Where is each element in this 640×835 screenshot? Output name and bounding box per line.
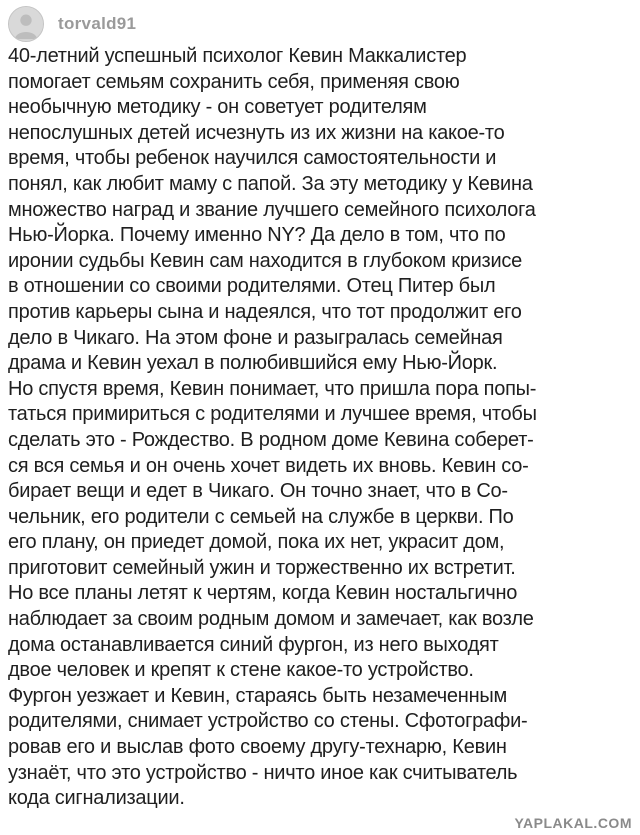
- post-text-line: таться примириться с родителями и лучшее время, чтобы: [8, 403, 537, 426]
- post-text-line: Но спустя время, Кевин понимает, что пришла пора попы-: [8, 377, 537, 400]
- post-text-line: иронии судьбы Кевин сам находится в глубоком кризисе: [8, 249, 522, 272]
- post-text-line: помогает семьям сохранить себя, применяя свою: [8, 70, 460, 93]
- post-text-line: непослушных детей исчезнуть из их жизни на какое-то: [8, 121, 505, 144]
- post-text-line: драма и Кевин уехал в полюбившийся ему Нью-Йорк.: [8, 352, 498, 375]
- post-text-line: ся вся семья и он очень хочет видеть их вновь. Кевин со-: [8, 454, 529, 477]
- post-text-line: ровав его и выслав фото своему другу-технарю, Кевин: [8, 736, 507, 759]
- post-text-line: понял, как любит маму с папой. За эту методику у Кевина: [8, 172, 533, 195]
- post-text-line: родителями, снимает устройство со стены. Сфотографи-: [8, 710, 528, 733]
- post-text-line: 40-летний успешный психолог Кевин Маккалистер: [8, 45, 467, 67]
- user-avatar-icon[interactable]: [8, 6, 44, 42]
- post-text-line: Нью-Йорка. Почему именно NY? Да дело в том, что по: [8, 224, 506, 247]
- post-text-line: бирает вещи и едет в Чикаго. Он точно знает, что в Со-: [8, 480, 508, 503]
- post-text-line: приготовит семейный ужин и торжественно их встретит.: [8, 556, 516, 579]
- post-text-line: наблюдает за своим родным домом и замечает, как возле: [8, 608, 534, 631]
- post-text-line: чельник, его родители с семьей на службе в церкви. По: [8, 505, 514, 528]
- post-text-line: сделать это - Рождество. В родном доме Кевина соберет-: [8, 428, 534, 451]
- post-text-line: время, чтобы ребенок научился самостоятельности и: [8, 147, 497, 170]
- post-text: [8, 44, 636, 812]
- post-header: [8, 4, 136, 44]
- post-text-line: кода сигнализации.: [8, 787, 185, 810]
- post-text-line: множество наград и звание лучшего семейного психолога: [8, 198, 536, 221]
- post-text-line: дело в Чикаго. На этом фоне и разыгралась семейная: [8, 326, 503, 349]
- post-text-line: в отношении со своими родителями. Отец Питер был: [8, 275, 496, 298]
- avatar-silhouette-icon: [9, 6, 43, 42]
- post-text-line: против карьеры сына и надеялся, что тот продолжит его: [8, 300, 522, 323]
- post-text-line: Но все планы летят к чертям, когда Кевин ностальгично: [8, 582, 518, 605]
- post-text-line: дома останавливается синий фургон, из него выходят: [8, 633, 499, 656]
- site-watermark: YAPLAKAL.COM: [514, 815, 632, 831]
- post-text-line: необычную методику - он советует родителям: [8, 96, 427, 119]
- post-text-line: двое человек и крепят к стене какое-то устройство.: [8, 659, 474, 682]
- post-text-line: его плану, он приедет домой, пока их нет, украсит дом,: [8, 531, 505, 554]
- post-text-line: Фургон уезжает и Кевин, стараясь быть незамеченным: [8, 684, 508, 707]
- post-text-line: узнаёт, что это устройство - ничто иное как считыватель: [8, 761, 518, 784]
- username[interactable]: torvald91: [58, 14, 137, 33]
